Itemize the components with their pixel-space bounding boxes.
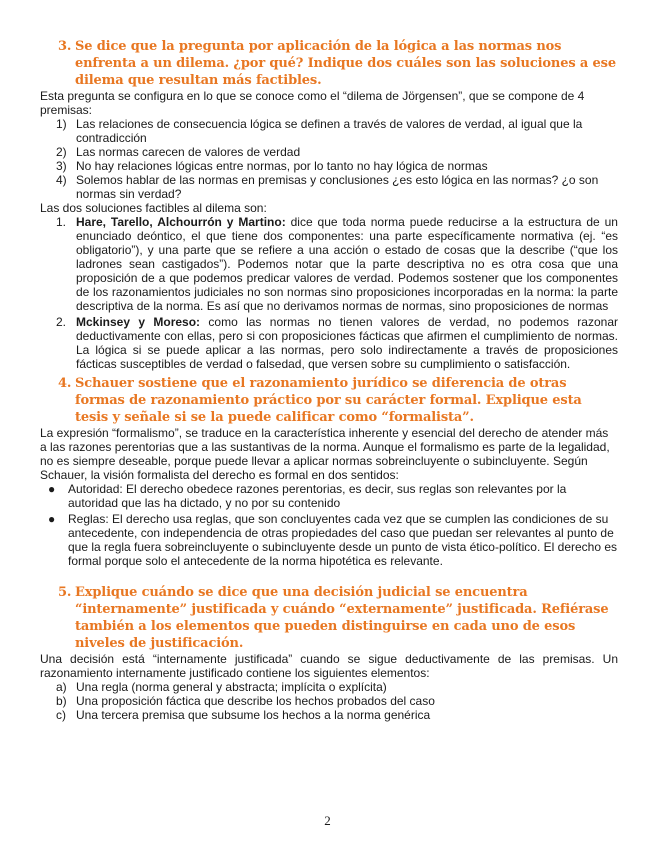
formalism-bullets (40, 482, 618, 568)
q4-intro: La expresión “formalismo”, se traduce en la característica inherente y esencial del derecho de atender más a las razones perentorias que a las sustantivas de la norma. Aunque el formalismo es parte de la legalidad, no es siempre deseable, porque puede llevar a aplicar normas sobreincluyente o subincluyente. Según Schauer, la visión formalista del derecho es formal en dos sentidos: (40, 426, 610, 482)
list-item: 1) Las relaciones de consecuencia lógica se definen a través de valores de verdad, al igual que la contradicción (56, 117, 583, 145)
list-item: ● Reglas: El derecho usa reglas, que son concluyentes cada vez que se cumplen las condiciones de su antecedente, con independencia de otras propiedades del caso que puedan ser relevantes al punto de que la regla fuera sobreincluyente o subincluyente desde un punto de vista ético-político. El derecho es formal porque solo el antecedente de la norma hipotética es relevante. (48, 512, 618, 568)
solutions-intro: Las dos soluciones factibles al dilema son: (40, 201, 267, 215)
list-item: 1. Hare, Tarello, Alchourrón y Martino: dice que toda norma puede reducirse a la estructura de un enunciado deóntico, el que tiene dos componentes: una parte específicamente normativa (ej. “es obligatorio”), y una parte que se refiere a una acción o estado de cosas que la describe (“que los ladrones sean castigados”). Podemos notar que la parte descriptiva no es otra cosa que una proposición de a que podemos predicar valores de verdad. Podemos sostener que los componentes de los razonamientos judiciales no son normas sino proposiciones incorporadas en la norma: la parte descriptiva de la norma. Es así que no derivamos normas de normas, sino proposiciones de normas (56, 215, 618, 313)
list-item: 2. Mckinsey y Moreso: como las normas no tienen valores de verdad, no podemos razonar deductivamente con ellas, pero si con proposiciones fácticas que afirmen el cumplimiento de normas. La lógica si se puede aplicar a las normas, pero solo indirectamente a través de proposiciones fácticas susceptibles de verdad o falsedad, que versen sobre su cumplimiento o satisfacción. (56, 315, 618, 371)
q3-intro: Esta pregunta se configura en lo que se conoce como el “dilema de Jörgensen”, que se compone de 4 premisas: (40, 89, 585, 117)
question-number: 4. (58, 376, 72, 391)
list-item: ● Autoridad: El derecho obedece razones perentorias, es decir, sus reglas son relevantes por la autoridad que las ha dictado, y no por su contenido (48, 482, 567, 510)
question-title: Schauer sostiene que el razonamiento jurídico se diferencia de otras formas de razonamiento práctico por su carácter formal. Explique esta tesis y señale si se la puede calificar como “formalista”. (75, 376, 582, 425)
solution-authors: Hare, Tarello, Alchourrón y Martino: (76, 215, 286, 229)
q5-intro: Una decisión está “internamente justificada” cuando se sigue deductivamente de las premisas. Un razonamiento internamente justificado contiene los siguientes elementos: (40, 652, 618, 680)
question-4-heading (40, 375, 618, 426)
elements-list (40, 680, 618, 722)
question-5-heading (40, 584, 618, 652)
solutions-list (40, 215, 618, 371)
question-title: Explique cuándo se dice que una decisión judicial se encuentra “internamente” justificada y cuándo “externamente” justificada. Refiérase también a los elementos que pueden distinguirse en cada uno de esos niveles de justificación. (75, 585, 609, 651)
list-item: c) Una tercera premisa que subsume los hechos a la norma genérica (56, 708, 431, 722)
question-number: 5. (58, 585, 72, 600)
list-item: b) Una proposición fáctica que describe los hechos probados del caso (56, 694, 435, 708)
premises-list (40, 117, 618, 201)
solution-authors: Mckinsey y Moreso: (76, 315, 201, 329)
question-number: 3. (58, 39, 72, 54)
list-item: a) Una regla (norma general y abstracta; implícita o explícita) (56, 680, 387, 694)
list-item: 4) Solemos hablar de las normas en premisas y conclusiones ¿es esto lógica en las normas? ¿o son normas sin verdad? (56, 173, 599, 201)
list-item: 3) No hay relaciones lógicas entre normas, por lo tanto no hay lógica de normas (56, 159, 488, 173)
question-title: Se dice que la pregunta por aplicación de la lógica a las normas nos enfrenta a un dilema. ¿por qué? Indique dos cuáles son las soluciones a ese dilema que resultan más factibles. (75, 39, 616, 88)
question-3-heading (40, 38, 618, 89)
list-item: 2) Las normas carecen de valores de verdad (56, 145, 301, 159)
document-page (40, 38, 618, 722)
page-number: 2 (324, 813, 331, 828)
